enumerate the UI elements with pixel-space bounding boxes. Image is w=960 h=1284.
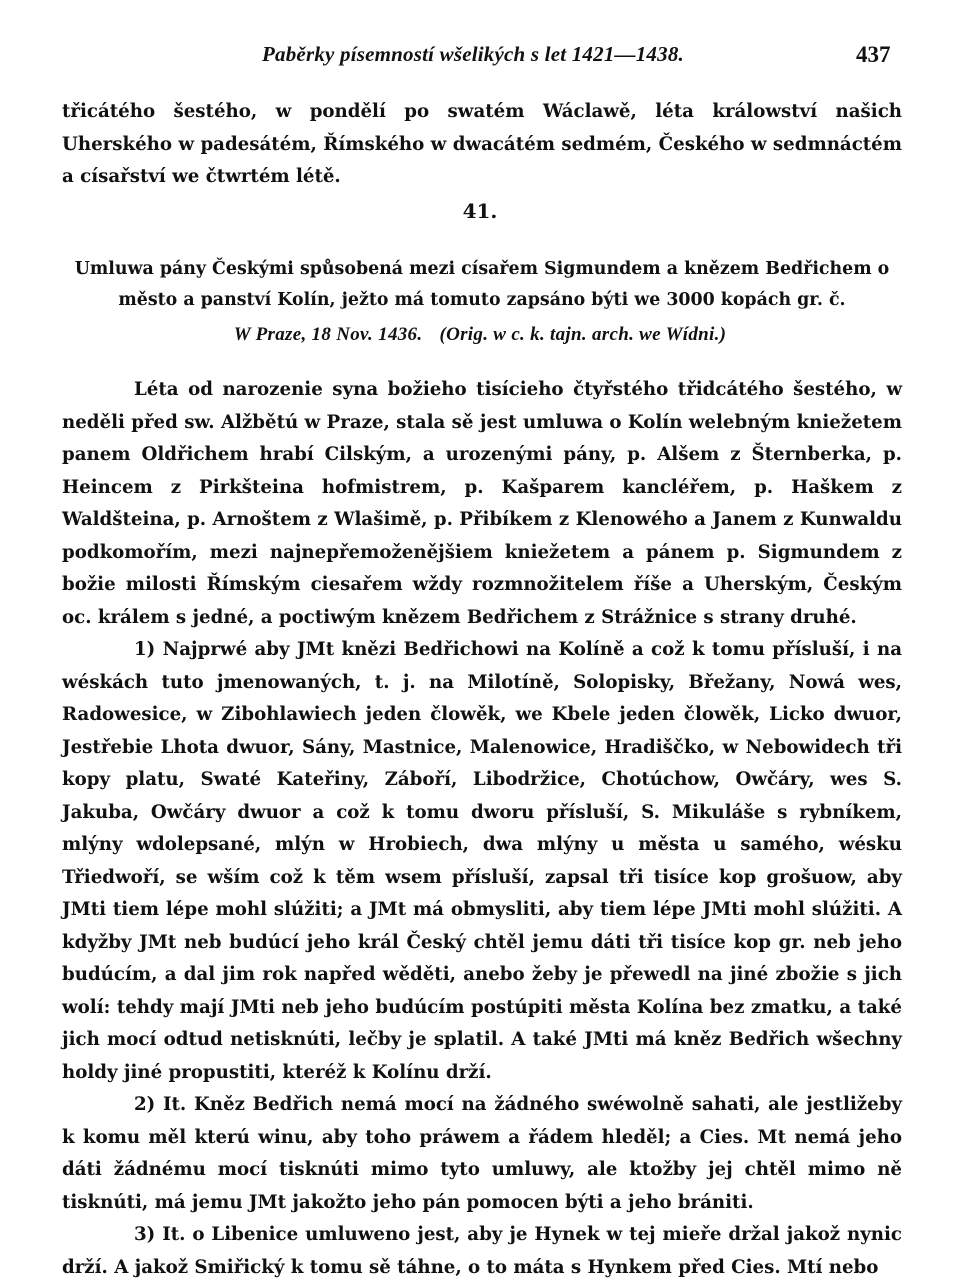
body-paragraph-article-2: 2) It. Kněz Bedřich nemá mocí na žádného swéwolně sahati, ale jestližeby k komu měl kterú winu, aby toho práwem a řádem hleděl; a Cies. Mt nemá jeho dáti žádnému mocí tisknúti mimo tyto umluwy, ale ktožby jej chtěl mimo ně tisknúti, má jemu JMt jakožto jeho pán pomocen býti a jeho brániti. — [62, 1094, 902, 1213]
body-paragraph-article-3: 3) It. o Libenice umluweno jest, aby je Hynek w tej mieře držal jakož nynic drží. A jakož Smiřický k tomu sě táhne, o to máta s Hynkem před Cies. Mtí nebo — [62, 1224, 902, 1278]
document-title: Umluwa pány Českými spůsobená mezi císařem Sigmundem a knězem Bedřichem o město a panství Kolín, ježto má tomuto zapsáno býti we 3000 kopách gr. č. — [74, 259, 890, 310]
body-paragraph-article-1: 1) Najprwé aby JMt knězi Bedřichowi na Kolíně a což k tomu přísluší, i na wéskách tuto jmenowaných, t. j. na Milotíně, Solopisky, Břežany, Nowá wes, Radowesice, w Zibohlawiech jeden člowěk, we Kbele jeden člowěk, Licko dwuor, Jestřebie Lhota dwuor, Sány, Mastnice, Malenowice, Hradiščko, w Nebowidech tři kopy platu, Swaté Kateřiny, Záboří, Libodržice, Chotúchow, Owčáry, wes S. Jakuba, Owčáry dwuor a což k tomu dworu přísluší, S. Mikuláše s rybníkem, mlýny wdolepsané, mlýn w Hrobiech, dwa mlýny u města u samého, wésku Třiedwoří, se wším což k těm wsem přísluší, zapsal tři tisíce kop grošuow, aby JMti tiem lépe mohl slúžiti; a JMt má obmysliti, aby tiem lépe JMti mohl slúžiti. A kdyžby JMt neb budúcí jeho král Český chtěl jemu dáti tři tisíce kop gr. neb jeho budúcím, a dal jim rok napřed wěděti, anebo žeby je přewedl na jiné zbožie s jich wolí: tehdy mají JMti neb jeho budúcím postúpiti města Kolína bez zmatku, a také jich mocí odtud netisknúti, lečby je splatil. A také JMti má kněz Bedřich wšechny holdy jiné propustiti, kteréž k Kolínu drží. — [62, 639, 902, 1083]
body-paragraph-preamble: Léta od narozenie syna božieho tisícieho čtyřstého třidcátého šestého, w neděli před sw. Alžbětú w Praze, stala sě jest umluwa o Kolín welebným kniežetem panem Oldřichem hrabí Cilským, a urozenými pány, p. Alšem z Šternberka, p. Heincem z Pirkšteina hofmistrem, p. Kašparem kancléřem, p. Haškem z Waldšteina, p. Arnoštem z Wlašimě, p. Přibíkem z Klenowého a Janem z Kunwaldu podkomořím, mezi najnepřemoženějšiem kniežetem a pánem p. Sigmundem z božie milosti Římským ciesařem wždy rozmnožitelem říše a Uherským, Českým oc. králem s jedné, a poctiwým knězem Bedřichem z Strážnice s strany druhé. — [62, 379, 902, 628]
document-number: 41. — [462, 199, 498, 223]
place-date: W Praze, 18 Nov. 1436. — [233, 324, 423, 345]
running-head: Paběrky písemností wšelikých s let 1421—1438. — [262, 42, 684, 66]
intro-paragraph — [62, 96, 902, 194]
intro-text: třicátého šestého, w pondělí po swatém Wáclawě, léta králowství našich Uherského w padesátém, Římského w dwacátém sedmém, Českého w sedmnáctém a císařství we čtwrtém létě. — [62, 101, 902, 187]
source-note: (Orig. w c. k. tajn. arch. we Wídni.) — [439, 324, 727, 345]
dateline — [0, 324, 960, 346]
document-body — [62, 374, 902, 1284]
page-number: 437 — [856, 42, 891, 67]
